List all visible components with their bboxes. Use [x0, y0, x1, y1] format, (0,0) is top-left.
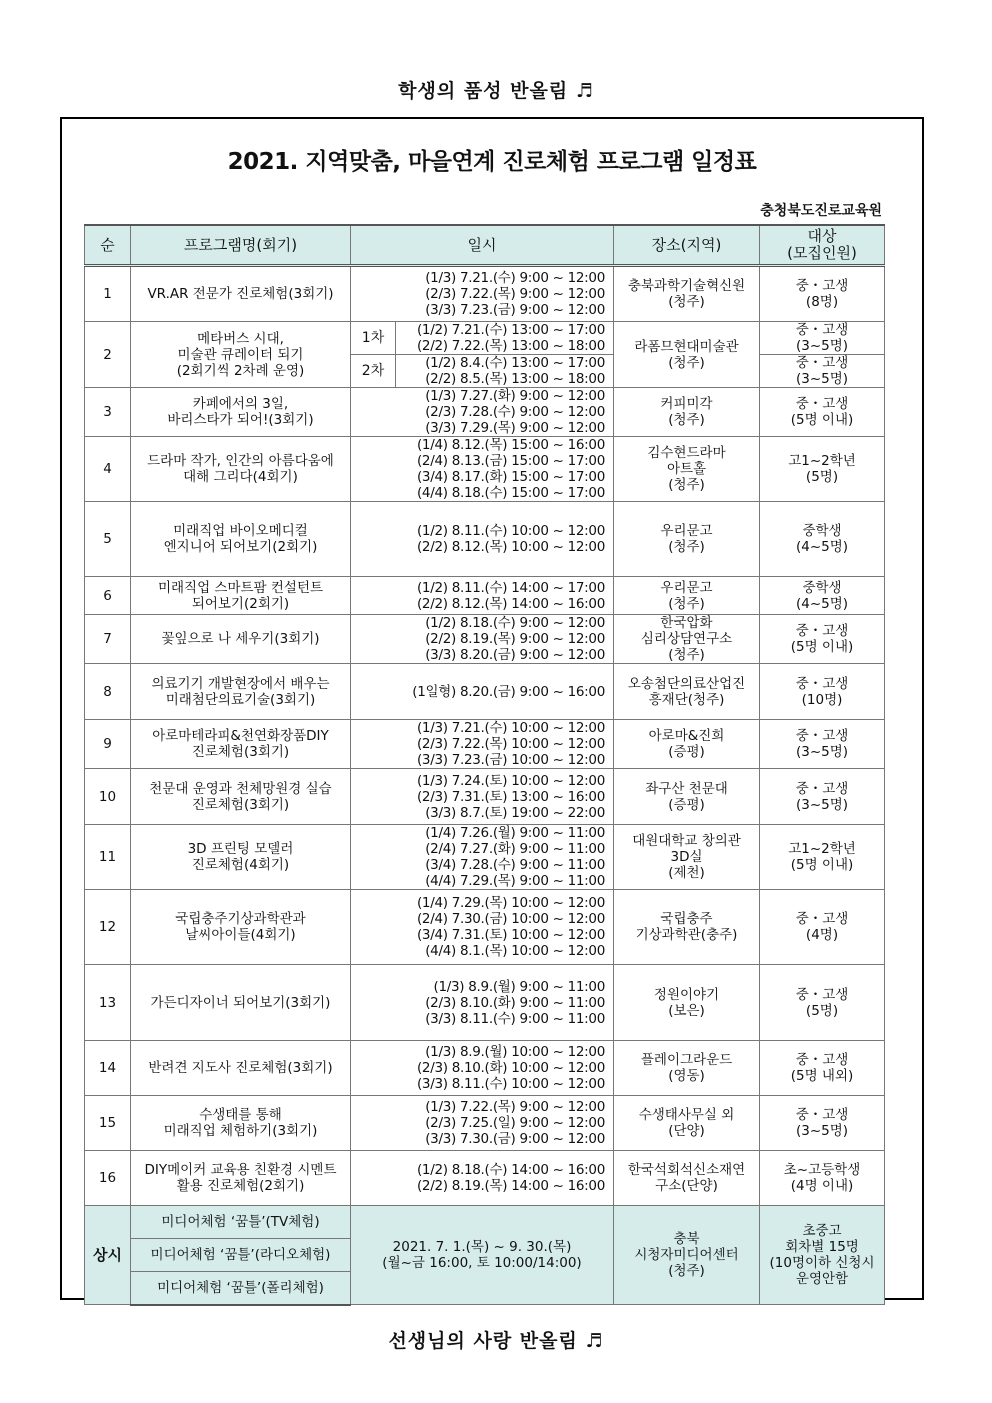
schedule-dates-line: (2/2) 8.12.(목) 10:00 ~ 12:00 — [416, 539, 606, 555]
table-row — [85, 769, 885, 825]
schedule-dates — [351, 437, 614, 502]
target-line: (3~5명) — [795, 371, 849, 387]
schedule-dates-line: (3/3) 7.23.(금) 10:00 ~ 12:00 — [416, 752, 606, 768]
schedule-table — [84, 224, 885, 1306]
program-name — [131, 322, 351, 388]
schedule-dates-line: (2/3) 7.28.(수) 9:00 ~ 12:00 — [425, 404, 606, 420]
schedule-dates-line: (2/2) 8.19.(목) 9:00 ~ 12:00 — [425, 631, 606, 647]
session-label: 1차 — [351, 322, 396, 355]
place-line: 아트홀 — [666, 461, 707, 477]
program-name-line: 미술관 큐레이터 되기 — [177, 346, 304, 363]
place — [614, 1041, 760, 1096]
row-number: 2 — [85, 322, 131, 388]
place-line: 한국석회석신소재연 — [627, 1162, 746, 1178]
place — [614, 720, 760, 769]
permanent-target-line: (10명이하 신청시 — [769, 1255, 875, 1271]
col-header-target-line1: 대상 — [807, 227, 837, 245]
table-row — [85, 890, 885, 965]
program-name-line: 미래직업 체험하기(3회기) — [163, 1123, 318, 1139]
place-line: 충북과학기술혁신원 — [627, 278, 746, 294]
schedule-dates-line: (1/2) 8.18.(수) 14:00 ~ 16:00 — [416, 1162, 606, 1178]
schedule-dates — [351, 1151, 614, 1206]
schedule-dates — [351, 577, 614, 615]
program-name-line: 미래직업 스마트팜 컨설턴트 — [157, 579, 324, 596]
schedule-dates-line: (2/2) 8.5.(목) 13:00 ~ 18:00 — [425, 371, 606, 387]
col-header-target-line2: (모집인원) — [787, 244, 857, 262]
schedule-dates-line: (2/3) 7.22.(목) 9:00 ~ 12:00 — [425, 286, 606, 302]
permanent-dates — [351, 1206, 614, 1305]
row-number: 4 — [85, 437, 131, 502]
place-line: 김수현드라마 — [647, 445, 726, 461]
row-number: 9 — [85, 720, 131, 769]
schedule-dates-line: (2/4) 8.13.(금) 15:00 ~ 17:00 — [416, 453, 606, 469]
place — [614, 577, 760, 615]
program-name-line: 반려견 지도사 진로체험(3회기) — [148, 1060, 333, 1076]
program-name — [131, 720, 351, 769]
table-row — [85, 322, 885, 355]
permanent-place-line: (청주) — [668, 1263, 705, 1279]
target-line: (3~5명) — [795, 1123, 849, 1139]
target-line: 고1~2학년 — [788, 453, 856, 469]
program-name — [131, 388, 351, 437]
schedule-dates-line: (3/3) 7.30.(금) 9:00 ~ 12:00 — [425, 1131, 606, 1147]
program-name-line: (2회기씩 2차례 운영) — [176, 362, 305, 379]
place-line: 좌구산 천문대 — [645, 780, 728, 797]
place-line: (청주) — [668, 539, 705, 555]
schedule-dates-line: (2/4) 7.30.(금) 10:00 ~ 12:00 — [416, 911, 606, 927]
target — [760, 577, 885, 615]
schedule-dates — [351, 720, 614, 769]
place-line: 한국압화 — [660, 615, 713, 631]
table-row — [85, 437, 885, 502]
schedule-dates — [351, 266, 614, 322]
target-line: 중・고생 — [795, 355, 849, 371]
target-line: (10명) — [801, 691, 843, 708]
target-line: (5명 이내) — [790, 639, 854, 655]
target-line: (3~5명) — [795, 338, 849, 354]
program-name-line: 수생태를 통해 — [199, 1107, 282, 1123]
program-name — [131, 965, 351, 1041]
program-name-line: VR.AR 전문가 진로체험(3회기) — [147, 286, 334, 302]
row-number: 8 — [85, 664, 131, 720]
table-row — [85, 388, 885, 437]
col-header-place: 장소(지역) — [614, 225, 760, 266]
place — [614, 437, 760, 502]
program-name-line: 국립충주기상과학관과 — [175, 911, 306, 927]
schedule-dates-line: (4/4) 8.1.(목) 10:00 ~ 12:00 — [425, 943, 606, 959]
program-name-line: 미래첨단의료기술(3회기) — [165, 691, 316, 708]
place-line: 구소(단양) — [655, 1178, 718, 1194]
schedule-dates-line: (1/3) 7.27.(화) 9:00 ~ 12:00 — [425, 388, 606, 404]
permanent-target-line: 운영안함 — [795, 1271, 849, 1287]
place — [614, 1151, 760, 1206]
permanent-target — [760, 1206, 885, 1305]
place-line: 심리상담연구소 — [640, 631, 733, 647]
place-line: (단양) — [668, 1123, 705, 1139]
schedule-dates-line: (2/3) 8.10.(화) 9:00 ~ 11:00 — [425, 994, 606, 1011]
schedule-dates-line: (1/3) 7.21.(수) 10:00 ~ 12:00 — [416, 720, 606, 736]
target — [760, 502, 885, 577]
table-row — [85, 1151, 885, 1206]
place-line: 커피미각 — [660, 396, 713, 412]
place-line: 흥재단(청주) — [648, 691, 725, 708]
permanent-dates-line: 2021. 7. 1.(목) ~ 9. 30.(목) — [392, 1239, 572, 1255]
schedule-dates-line: (2/4) 7.27.(화) 9:00 ~ 11:00 — [425, 841, 606, 857]
target — [760, 1096, 885, 1151]
schedule-body — [85, 266, 885, 1305]
row-number: 13 — [85, 965, 131, 1041]
program-name — [131, 266, 351, 322]
program-name-line: 드라마 작가, 인간의 아름다움에 — [147, 453, 334, 469]
program-name — [131, 615, 351, 664]
schedule-dates-line: (1/3) 8.9.(월) 10:00 ~ 12:00 — [425, 1044, 606, 1060]
place-line: (증평) — [668, 744, 705, 760]
schedule-dates — [351, 502, 614, 577]
target — [760, 965, 885, 1041]
permanent-target-line: 초중고 — [802, 1223, 842, 1239]
target-line: 중학생 — [802, 523, 842, 539]
permanent-place — [614, 1206, 760, 1305]
row-number: 14 — [85, 1041, 131, 1096]
place-line: 수생태사무실 외 — [638, 1107, 735, 1123]
col-header-dates: 일시 — [351, 225, 614, 266]
place-line: 오송첨단의료산업진 — [627, 675, 746, 692]
target-line: 초~고등학생 — [783, 1162, 861, 1178]
table-header-row — [85, 225, 885, 266]
target-line: 중・고생 — [795, 623, 849, 639]
row-number: 12 — [85, 890, 131, 965]
target-line: 고1~2학년 — [788, 841, 856, 857]
program-name — [131, 502, 351, 577]
place-line: 우리문고 — [660, 523, 713, 539]
row-number: 3 — [85, 388, 131, 437]
program-name-line: 미래직업 바이오메디컬 — [173, 523, 308, 539]
place-line: (청주) — [668, 412, 705, 428]
schedule-dates — [351, 1041, 614, 1096]
permanent-place-line: 충북 — [673, 1231, 700, 1247]
program-name-line: 진로체험(4회기) — [191, 857, 290, 873]
col-header-program: 프로그램명(회기) — [131, 225, 351, 266]
permanent-program-name: 미디어체험 ‘꿈틀’(TV체험) — [131, 1206, 351, 1239]
place-line: (영동) — [668, 1068, 705, 1084]
page-title: 2021. 지역맞춤, 마을연계 진로체험 프로그램 일정표 — [227, 149, 757, 175]
place-line: (청주) — [668, 647, 705, 663]
program-name — [131, 769, 351, 825]
schedule-dates-line: (2/2) 8.12.(목) 14:00 ~ 16:00 — [416, 595, 606, 612]
schedule-dates — [396, 355, 614, 388]
place-line: (청주) — [668, 477, 705, 493]
schedule-dates-line: (3/3) 7.29.(목) 9:00 ~ 12:00 — [425, 420, 606, 436]
schedule-dates-line: (2/2) 7.22.(목) 13:00 ~ 18:00 — [416, 338, 606, 354]
schedule-dates — [351, 1096, 614, 1151]
program-name-line: 진로체험(3회기) — [191, 744, 290, 760]
schedule-dates-line: (1/2) 7.21.(수) 13:00 ~ 17:00 — [416, 322, 606, 338]
schedule-dates-line: (3/3) 7.23.(금) 9:00 ~ 12:00 — [425, 302, 606, 318]
row-number: 15 — [85, 1096, 131, 1151]
permanent-program-name: 미디어체험 ‘꿈틀’(라디오체험) — [131, 1239, 351, 1272]
target-line: 중・고생 — [795, 911, 849, 927]
place — [614, 825, 760, 890]
target-line: 중・고생 — [795, 1107, 849, 1123]
table-row — [85, 1041, 885, 1096]
target — [760, 664, 885, 720]
session-label: 2차 — [351, 355, 396, 388]
place-line: (청주) — [668, 354, 705, 371]
program-name-line: 의료기기 개발현장에서 배우는 — [151, 675, 330, 692]
program-name-line: 엔지니어 되어보기(2회기) — [163, 539, 318, 555]
program-name-line: 진로체험(3회기) — [191, 796, 290, 813]
row-number: 1 — [85, 266, 131, 322]
place-line: (제천) — [668, 865, 705, 881]
place-line: 3D실 — [670, 849, 703, 865]
program-name-line: 천문대 운영과 천체망원경 실습 — [149, 780, 332, 797]
schedule-dates-line: (1/3) 8.9.(월) 9:00 ~ 11:00 — [433, 978, 606, 995]
place — [614, 502, 760, 577]
place-line: (보은) — [668, 1002, 705, 1019]
schedule-dates-line: (2/3) 7.22.(목) 10:00 ~ 12:00 — [416, 736, 606, 752]
target-line: 중・고생 — [795, 675, 849, 692]
schedule-dates-line: (2/3) 7.31.(토) 13:00 ~ 16:00 — [416, 788, 606, 805]
place-line: 기상과학관(충주) — [635, 927, 738, 943]
target-line: (4~5명) — [795, 539, 849, 555]
permanent-target-line: 회차별 15명 — [785, 1239, 859, 1255]
schedule-dates-line: (1/3) 7.24.(토) 10:00 ~ 12:00 — [416, 772, 606, 789]
program-name-line: 꽃잎으로 나 세우기(3회기) — [161, 631, 320, 647]
program-name-line: 메타버스 시대, — [197, 330, 284, 347]
program-name — [131, 825, 351, 890]
schedule-dates — [351, 615, 614, 664]
col-header-target — [760, 225, 885, 266]
target-line: 중・고생 — [795, 728, 849, 744]
place-line: 플레이그라운드 — [640, 1052, 733, 1068]
program-name-line: 되어보기(2회기) — [191, 595, 290, 612]
schedule-dates-line: (4/4) 8.18.(수) 15:00 ~ 17:00 — [416, 485, 606, 501]
program-name — [131, 1151, 351, 1206]
place-line: 라폼므현대미술관 — [634, 338, 739, 355]
schedule-dates-line: (2/3) 8.10.(화) 10:00 ~ 12:00 — [416, 1060, 606, 1076]
place-line: (청주) — [668, 294, 705, 310]
target-line: (4명) — [805, 927, 839, 943]
target-line: 중・고생 — [795, 396, 849, 412]
program-name-line: DIY메이커 교육용 친환경 시멘트 — [144, 1162, 337, 1178]
schedule-dates-line: (1/2) 8.11.(수) 10:00 ~ 12:00 — [416, 523, 606, 539]
table-row — [85, 577, 885, 615]
program-name-line: 대해 그리다(4회기) — [183, 469, 298, 485]
row-number: 16 — [85, 1151, 131, 1206]
target-line: 중・고생 — [795, 322, 849, 338]
target-line: 중・고생 — [795, 986, 849, 1003]
table-row — [85, 664, 885, 720]
target-line: (3~5명) — [795, 744, 849, 760]
target — [760, 825, 885, 890]
table-row — [85, 825, 885, 890]
schedule-dates-line: (3/4) 7.31.(토) 10:00 ~ 12:00 — [416, 927, 606, 943]
target-line: (8명) — [805, 294, 839, 310]
schedule-dates — [351, 769, 614, 825]
place-line: (청주) — [668, 595, 705, 612]
schedule-dates — [351, 890, 614, 965]
target-line: (4~5명) — [795, 595, 849, 612]
schedule-dates — [396, 322, 614, 355]
target — [760, 322, 885, 355]
place — [614, 890, 760, 965]
schedule-dates — [351, 664, 614, 720]
schedule-dates-line: (2/3) 7.25.(일) 9:00 ~ 12:00 — [425, 1115, 606, 1131]
program-name — [131, 1041, 351, 1096]
schedule-dates-line: (1/3) 7.21.(수) 9:00 ~ 12:00 — [425, 270, 606, 286]
schedule-dates-line: (1/2) 8.18.(수) 9:00 ~ 12:00 — [425, 615, 606, 631]
row-number: 5 — [85, 502, 131, 577]
schedule-dates-line: (1/2) 8.4.(수) 13:00 ~ 17:00 — [425, 355, 606, 371]
header-slogan: 학생의 품성 반올림 ♬ — [398, 80, 594, 102]
program-name — [131, 577, 351, 615]
schedule-dates-line: (1/3) 7.22.(목) 9:00 ~ 12:00 — [425, 1099, 606, 1115]
program-name — [131, 664, 351, 720]
permanent-program-name: 미디어체험 ‘꿈틀’(폴리체험) — [131, 1272, 351, 1305]
schedule-dates — [351, 388, 614, 437]
place — [614, 322, 760, 388]
target — [760, 890, 885, 965]
program-name-line: 바리스타가 되어!(3회기) — [167, 412, 314, 428]
row-number: 11 — [85, 825, 131, 890]
place-line: 정원이야기 — [653, 986, 720, 1003]
schedule-dates-line: (1일형) 8.20.(금) 9:00 ~ 16:00 — [412, 683, 606, 700]
place — [614, 266, 760, 322]
program-name-line: 활용 진로체험(2회기) — [176, 1178, 305, 1194]
permanent-dates-line: (월~금 16:00, 토 10:00/14:00) — [382, 1255, 582, 1271]
row-number: 7 — [85, 615, 131, 664]
schedule-dates — [351, 825, 614, 890]
place-line: 대원대학교 창의관 — [632, 833, 741, 849]
target-line: (4명 이내) — [790, 1178, 854, 1194]
schedule-dates-line: (3/3) 8.11.(수) 10:00 ~ 12:00 — [416, 1076, 606, 1092]
permanent-place-line: 시청자미디어센터 — [634, 1247, 739, 1263]
place-line: 아로마&진희 — [648, 728, 725, 744]
permanent-label: 상시 — [85, 1206, 131, 1305]
target-line: 중학생 — [802, 579, 842, 596]
target — [760, 266, 885, 322]
schedule-dates-line: (3/3) 8.20.(금) 9:00 ~ 12:00 — [425, 647, 606, 663]
place — [614, 664, 760, 720]
target-line: (5명 이내) — [790, 412, 854, 428]
target — [760, 769, 885, 825]
place-line: 우리문고 — [660, 579, 713, 596]
schedule-dates-line: (2/2) 8.19.(목) 14:00 ~ 16:00 — [416, 1178, 606, 1194]
schedule-dates-line: (1/4) 7.29.(목) 10:00 ~ 12:00 — [416, 895, 606, 911]
table-row — [85, 1096, 885, 1151]
schedule-dates — [351, 965, 614, 1041]
schedule-dates-line: (3/4) 8.17.(화) 15:00 ~ 17:00 — [416, 469, 606, 485]
target-line: (5명 이내) — [790, 857, 854, 873]
schedule-dates-line: (3/4) 7.28.(수) 9:00 ~ 11:00 — [425, 857, 606, 873]
schedule-dates-line: (3/3) 8.11.(수) 9:00 ~ 11:00 — [425, 1010, 606, 1027]
schedule-dates-line: (1/4) 8.12.(목) 15:00 ~ 16:00 — [416, 437, 606, 453]
target — [760, 437, 885, 502]
table-row — [85, 720, 885, 769]
schedule-dates-line: (3/3) 8.7.(토) 19:00 ~ 22:00 — [425, 804, 606, 821]
schedule-dates-line: (1/4) 7.26.(월) 9:00 ~ 11:00 — [425, 825, 606, 841]
target — [760, 1041, 885, 1096]
table-row — [85, 965, 885, 1041]
table-row — [85, 266, 885, 322]
table-row — [85, 615, 885, 664]
schedule-dates-line: (4/4) 7.29.(목) 9:00 ~ 11:00 — [425, 873, 606, 889]
program-name-line: 아로마테라피&천연화장품DIY — [152, 728, 329, 744]
target — [760, 355, 885, 388]
target — [760, 1151, 885, 1206]
program-name-line: 날씨아이들(4회기) — [185, 927, 296, 943]
place — [614, 769, 760, 825]
table-row — [85, 502, 885, 577]
footer-slogan: 선생님의 사랑 반올림 ♬ — [388, 1330, 604, 1352]
program-name — [131, 890, 351, 965]
target-line: 중・고생 — [795, 1052, 849, 1068]
target — [760, 388, 885, 437]
target-line: 중・고생 — [795, 780, 849, 797]
program-name-line: 3D 프린팅 모델러 — [187, 841, 294, 857]
target-line: (5명) — [805, 469, 839, 485]
program-name-line: 카페에서의 3일, — [192, 396, 289, 412]
place-line: (증평) — [668, 796, 705, 813]
place — [614, 388, 760, 437]
target-line: (5명 내외) — [790, 1068, 854, 1084]
target-line: 중・고생 — [795, 278, 849, 294]
place — [614, 1096, 760, 1151]
place — [614, 615, 760, 664]
table-row-permanent — [85, 1206, 885, 1239]
target — [760, 615, 885, 664]
program-name — [131, 437, 351, 502]
row-number: 6 — [85, 577, 131, 615]
col-header-no: 순 — [85, 225, 131, 266]
organization-name: 충청북도진로교육원 — [760, 203, 882, 219]
place-line: 국립충주 — [660, 911, 713, 927]
schedule-dates-line: (1/2) 8.11.(수) 14:00 ~ 17:00 — [416, 579, 606, 596]
place — [614, 965, 760, 1041]
target-line: (5명) — [805, 1002, 839, 1019]
program-name — [131, 1096, 351, 1151]
program-name-line: 가든디자이너 되어보기(3회기) — [150, 994, 331, 1011]
target-line: (3~5명) — [795, 796, 849, 813]
row-number: 10 — [85, 769, 131, 825]
target — [760, 720, 885, 769]
